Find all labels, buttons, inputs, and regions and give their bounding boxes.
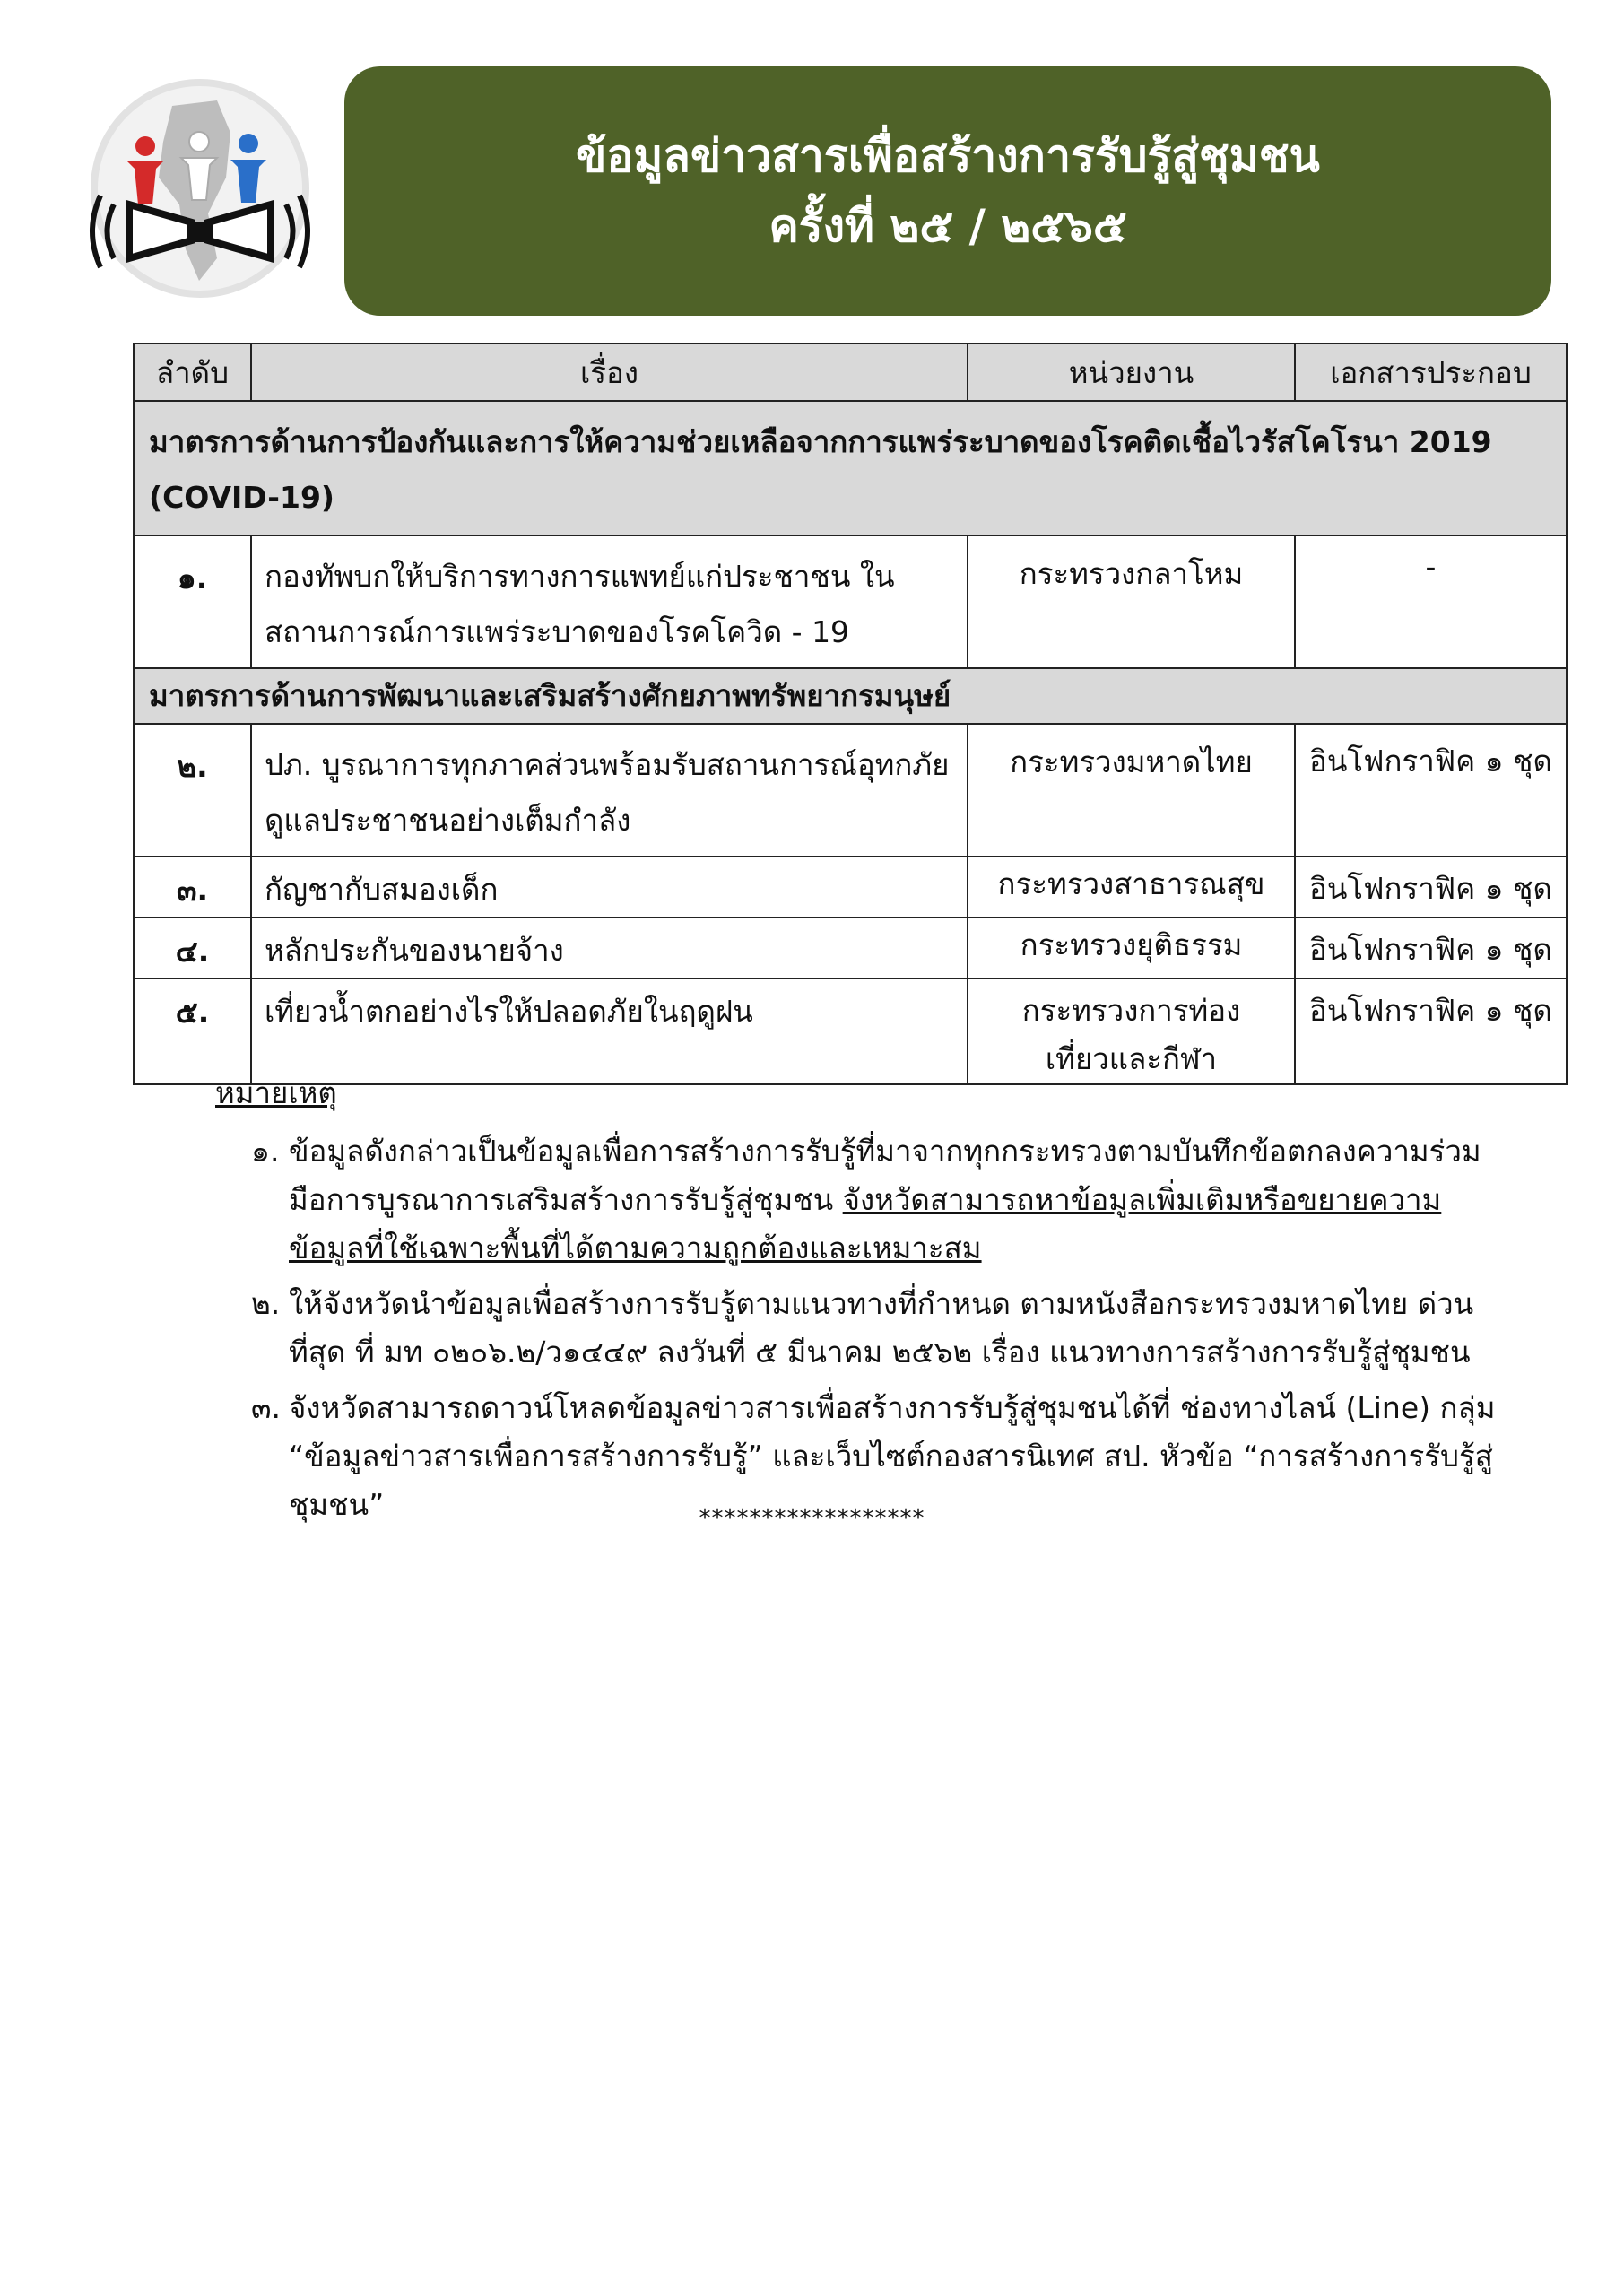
row-agency: กระทรวงการท่องเที่ยวและกีฬา <box>968 978 1295 1084</box>
row-agency: กระทรวงมหาดไทย <box>968 724 1295 857</box>
note-text: จังหวัดสามารถดาวน์โหลดข้อมูลข่าวสารเพื่อสร้างการรับรู้สู่ชุมชนได้ที่ ช่องทางไลน์ (Line) กลุ่ม “ข้อมูลข่าวสารเพื่อการสร้างการรับรู้” และเว็บไซต์กองสารนิเทศ สป. หัวข้อ “การสร้างการรับรู้สู่ชุมชน” <box>289 1390 1496 1522</box>
row-no: ๑. <box>134 535 251 668</box>
row-doc: อินโฟกราฟิค ๑ ชุด <box>1295 724 1567 857</box>
table-row <box>134 724 1567 857</box>
section-row <box>134 668 1567 724</box>
news-table <box>133 343 1568 1085</box>
notes-section <box>215 1069 1498 1536</box>
col-header-doc: เอกสารประกอบ <box>1295 344 1567 401</box>
note-item <box>215 1280 1498 1377</box>
note-underlined-text: จังหวัดสามารถหาข้อมูลเพิ่มเติมหรือขยายความข้อมูลที่ใช้เฉพาะพื้นที่ได้ตามความถูกต้องและเหมาะสม <box>289 1182 1442 1265</box>
section-title: มาตรการด้านการป้องกันและการให้ความช่วยเหลือจากการแพร่ระบาดของโรคติดเชื้อไวรัสโคโรนา 2019 (COVID-19) <box>134 401 1567 535</box>
notes-heading: หมายเหตุ <box>215 1075 337 1110</box>
title-banner <box>344 66 1551 316</box>
row-no: ๓. <box>134 857 251 918</box>
community-megaphone-logo-icon <box>74 79 326 307</box>
table-row <box>134 535 1567 668</box>
title-line-1: ข้อมูลข่าวสารเพื่อสร้างการรับรู้สู่ชุมชน <box>576 130 1320 182</box>
section-row <box>134 401 1567 535</box>
row-agency: กระทรวงกลาโหม <box>968 535 1295 668</box>
col-header-topic: เรื่อง <box>251 344 968 401</box>
row-topic: หลักประกันของนายจ้าง <box>251 918 968 978</box>
col-header-agency: หน่วยงาน <box>968 344 1295 401</box>
note-item <box>215 1127 1498 1273</box>
row-no: ๕. <box>134 978 251 1084</box>
row-topic: ปภ. บูรณาการทุกภาคส่วนพร้อมรับสถานการณ์อุทกภัย ดูแลประชาชนอย่างเต็มกำลัง <box>251 724 968 857</box>
row-topic: กัญชากับสมองเด็ก <box>251 857 968 918</box>
note-number: ๒. <box>251 1286 281 1321</box>
row-doc: อินโฟกราฟิค ๑ ชุด <box>1295 978 1567 1084</box>
note-text: ให้จังหวัดนำข้อมูลเพื่อสร้างการรับรู้ตามแนวทางที่กำหนด ตามหนังสือกระทรวงมหาดไทย ด่วนที่สุด ที่ มท ๐๒๐๖.๒/ว๑๔๔๙ ลงวันที่ ๕ มีนาคม ๒๕๖๒ เรื่อง แนวทางการสร้างการรับรู้สู่ชุมชน <box>289 1286 1474 1370</box>
row-doc: - <box>1295 535 1567 668</box>
table-row <box>134 857 1567 918</box>
title-line-2: ครั้งที่ ๒๕ / ๒๕๖๕ <box>769 200 1127 252</box>
table-row <box>134 918 1567 978</box>
row-no: ๔. <box>134 918 251 978</box>
row-agency: กระทรวงสาธารณสุข <box>968 857 1295 918</box>
note-number: ๓. <box>251 1390 282 1425</box>
row-doc: อินโฟกราฟิค ๑ ชุด <box>1295 918 1567 978</box>
row-no: ๒. <box>134 724 251 857</box>
note-text: ข้อมูลดังกล่าวเป็นข้อมูลเพื่อการสร้างการรับรู้ที่มาจากทุกกระทรวงตามบันทึกข้อตกลงความร่วมมือการบูรณาการเสริมสร้างการรับรู้สู่ชุมชน จังหวัดสามารถหาข้อมูลเพิ่มเติมหรือขยายความข้อมูลที่ใช้เฉพาะพื้นที่ได้ตามความถูกต้องและเหมาะสม <box>289 1134 1481 1265</box>
row-topic: เที่ยวน้ำตกอย่างไรให้ปลอดภัยในฤดูฝน <box>251 978 968 1084</box>
row-agency: กระทรวงยุติธรรม <box>968 918 1295 978</box>
note-number: ๑. <box>251 1134 280 1169</box>
end-mark: ****************** <box>699 1505 925 1532</box>
row-doc: อินโฟกราฟิค ๑ ชุด <box>1295 857 1567 918</box>
row-topic: กองทัพบกให้บริการทางการแพทย์แก่ประชาชน ในสถานการณ์การแพร่ระบาดของโรคโควิด - 19 <box>251 535 968 668</box>
table-header-row <box>134 344 1567 401</box>
section-title: มาตรการด้านการพัฒนาและเสริมสร้างศักยภาพทรัพยากรมนุษย์ <box>134 668 1567 724</box>
col-header-no: ลำดับ <box>134 344 251 401</box>
